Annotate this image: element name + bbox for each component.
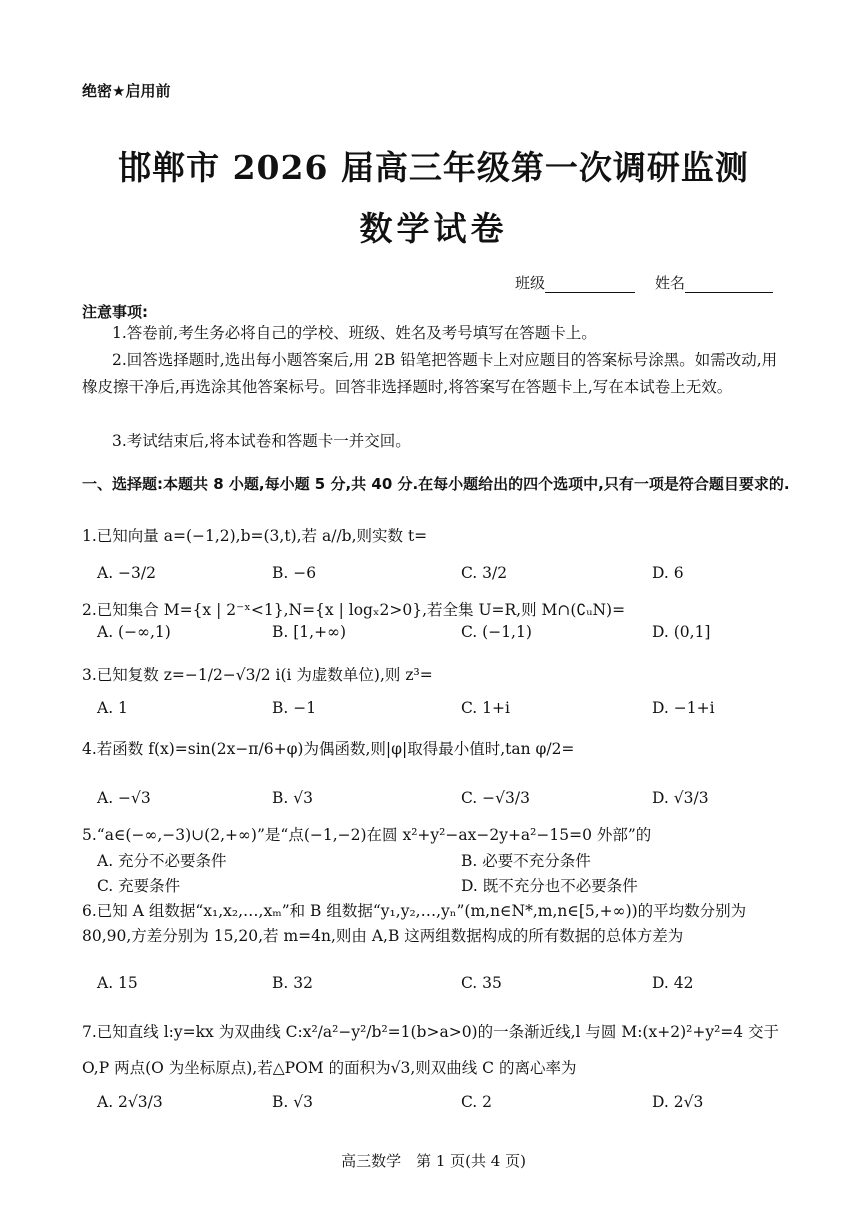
option: B. 必要不充分条件 bbox=[461, 852, 591, 870]
option: A. 1 bbox=[97, 699, 128, 717]
option: D. −1+i bbox=[652, 699, 715, 717]
page-footer: 高三数学 第 1 页(共 4 页) bbox=[341, 1152, 526, 1170]
option: A. −√3 bbox=[97, 789, 151, 807]
question-stem: 3.已知复数 z=−1/2−√3/2 i(i 为虚数单位),则 z³= bbox=[82, 666, 433, 684]
class-field bbox=[515, 272, 635, 293]
question-stem: 5.“a∈(−∞,−3)∪(2,+∞)”是“点(−1,−2)在圆 x²+y²−ax−2y+a²−15=0 外部”的 bbox=[82, 826, 652, 844]
option: A. 充分不必要条件 bbox=[97, 852, 227, 870]
option: B. √3 bbox=[272, 789, 313, 807]
option: C. 1+i bbox=[461, 699, 510, 717]
question-stem: 7.已知直线 l:y=kx 为双曲线 C:x²/a²−y²/b²=1(b>a>0)的一条渐近线,l 与圆 M:(x+2)²+y²=4 交于 O,P 两点(O 为坐标原点),若△POM 的面积为√3,则双曲线 C 的离心率为 bbox=[82, 1023, 780, 1077]
section-heading: 一、选择题:本题共 8 小题,每小题 5 分,共 40 分.在每小题给出的四个选项中,只有一项是符合题目要求的. bbox=[82, 475, 790, 493]
notice-item: 3.考试结束后,将本试卷和答题卡一并交回。 bbox=[112, 432, 411, 450]
question-stem: 1.已知向量 a=(−1,2),b=(3,t),若 a//b,则实数 t= bbox=[82, 527, 428, 545]
option: C. 35 bbox=[461, 974, 502, 992]
option: D. 42 bbox=[652, 974, 694, 992]
class-blank bbox=[545, 278, 635, 293]
confidential-label: 绝密★启用前 bbox=[82, 82, 171, 100]
option: D. √3/3 bbox=[652, 789, 709, 807]
option: A. −3/2 bbox=[97, 564, 156, 582]
exam-subtitle: 数学试卷 bbox=[359, 209, 508, 248]
option: B. [1,+∞) bbox=[272, 623, 347, 641]
option: D. 既不充分也不必要条件 bbox=[461, 877, 638, 895]
option: A. (−∞,1) bbox=[97, 623, 171, 641]
notice-item: 2.回答选择题时,选出每小题答案后,用 2B 铅笔把答题卡上对应题目的答案标号涂黑。如需改动,用橡皮擦干净后,再选涂其他答案标号。回答非选择题时,将答案写在答题卡上,写在本试卷上无效。 bbox=[82, 351, 778, 396]
option: D. 6 bbox=[652, 564, 684, 582]
option: C. 3/2 bbox=[461, 564, 508, 582]
question-stem: 2.已知集合 M={x | 2⁻ˣ<1},N={x | logₓ2>0},若全集 U=R,则 M∩(∁ᵤN)= bbox=[82, 601, 626, 619]
option: C. −√3/3 bbox=[461, 789, 530, 807]
option: D. (0,1] bbox=[652, 623, 711, 641]
name-field bbox=[655, 272, 773, 293]
notice-heading: 注意事项: bbox=[82, 303, 148, 321]
option: C. 充要条件 bbox=[97, 877, 181, 895]
option: D. 2√3 bbox=[652, 1093, 704, 1111]
notice-item: 1.答卷前,考生务必将自己的学校、班级、姓名及考号填写在答题卡上。 bbox=[112, 324, 597, 342]
option: C. 2 bbox=[461, 1093, 493, 1111]
name-blank bbox=[685, 278, 773, 293]
name-label: 姓名 bbox=[655, 274, 686, 292]
option: B. −1 bbox=[272, 699, 317, 717]
option: C. (−1,1) bbox=[461, 623, 532, 641]
exam-title: 邯郸市 2026 届高三年级第一次调研监测 bbox=[118, 148, 749, 187]
class-label: 班级 bbox=[515, 274, 546, 292]
option: B. √3 bbox=[272, 1093, 313, 1111]
option: A. 2√3/3 bbox=[97, 1093, 163, 1111]
option: B. 32 bbox=[272, 974, 313, 992]
question-stem: 6.已知 A 组数据“x₁,x₂,…,xₘ”和 B 组数据“y₁,y₂,…,yₙ”(m,n∈N*,m,n∈[5,+∞))的平均数分别为 80,90,方差分别为 15,20,若 m=4n,则由 A,B 这两组数据构成的所有数据的总体方差为 bbox=[82, 902, 747, 945]
option: B. −6 bbox=[272, 564, 317, 582]
question-stem: 4.若函数 f(x)=sin(2x−π/6+φ)为偶函数,则|φ|取得最小值时,tan φ/2= bbox=[82, 740, 575, 758]
option: A. 15 bbox=[97, 974, 138, 992]
